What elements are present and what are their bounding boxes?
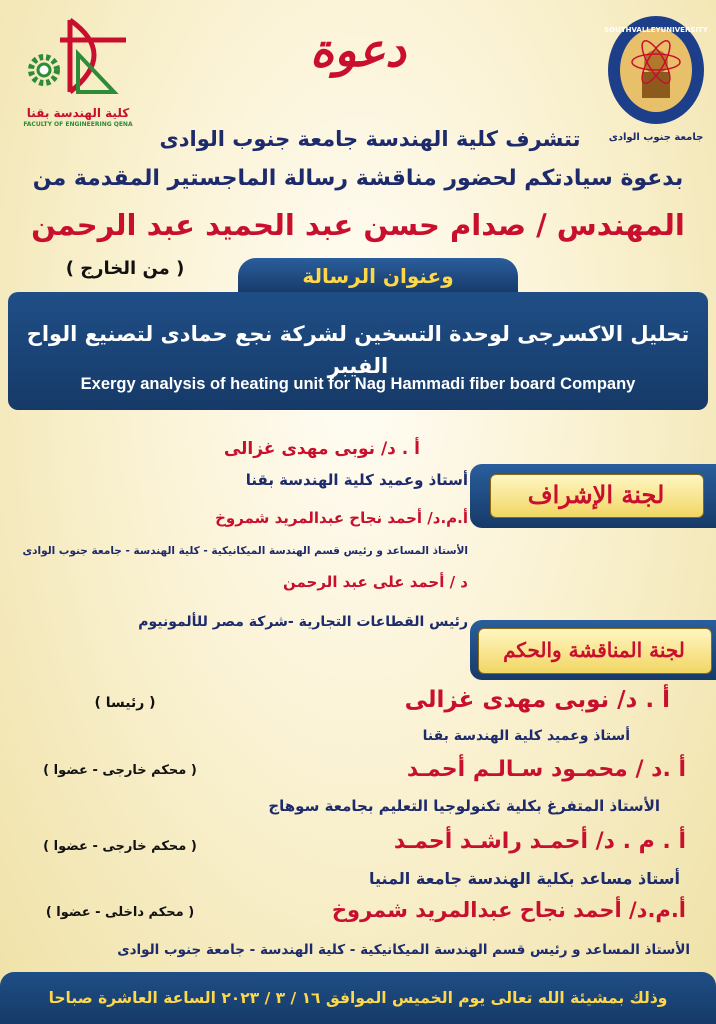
invitation-title: دعوة (310, 23, 406, 77)
committee-label: لجنة المناقشة والحكم (503, 638, 685, 662)
supervisor-1-title: أستاذ وعميد كلية الهندسة بقنا (245, 471, 468, 489)
supervisor-2-name: أ.م.د/ أحمد نجاح عبدالمريد شمروخ (215, 509, 468, 527)
university-seal (604, 14, 708, 144)
intro-line-1: تتشرف كلية الهندسة جامعة جنوب الوادى (159, 127, 581, 151)
committee-3-role: ( محكم خارجى - عضوا ) (43, 839, 197, 854)
university-seal-english: SOUTHVALLEYUNIVERSITY (604, 26, 708, 34)
faculty-logo (18, 14, 138, 129)
thesis-section-label: وعنوان الرسالة (302, 264, 454, 288)
footer-date-text: وذلك بمشيئة الله تعالى يوم الخميس الموافق ١٦ / ٣ / ٢٠٢٣ الساعة العاشرة صباحا (48, 989, 668, 1007)
university-seal-arabic: جامعة جنوب الوادى (608, 132, 704, 143)
committee-1-title: أستاذ وعميد كلية الهندسة بقنا (422, 728, 630, 744)
supervisor-3-name: د / أحمد على عبد الرحمن (282, 573, 468, 591)
committee-1-role: ( رئيسا ) (94, 695, 156, 711)
thesis-title-english: Exergy analysis of heating unit for Nag Hammadi fiber board Company (80, 375, 636, 393)
thesis-title-arabic: تحليل الاكسرجى لوحدة التسخين لشركة نجع حمادى لتصنيع الواح الفيبر (26, 322, 690, 378)
supervision-label: لجنة الإشراف (527, 480, 665, 509)
committee-2-name: أ .د / محمـود سـالـم أحمـد (406, 757, 686, 782)
supervisor-3-title: رئيس القطاعات التجارية -شركة مصر للألمونيوم (138, 614, 468, 630)
supervisor-2-title: الأستاذ المساعد و رئيس قسم الهندسة الميكانيكية - كلية الهندسة - جامعة جنوب الوادى (22, 545, 468, 557)
candidate-note: ( من الخارج ) (65, 258, 185, 279)
supervisor-1-name: أ . د/ نوبى مهدى غزالى (223, 439, 420, 459)
candidate-name: المهندس / صدام حسن عبد الحميد عبد الرحمن (31, 208, 685, 242)
intro-line-2: بدعوة سيادتكم لحضور مناقشة رسالة الماجستير المقدمة من (32, 166, 684, 191)
committee-2-role: ( محكم خارجى - عضوا ) (43, 763, 197, 778)
committee-3-title: أستاذ مساعد بكلية الهندسة جامعة المنيا (369, 869, 680, 888)
committee-2-title: الأستاذ المتفرغ بكلية تكنولوجيا التعليم بجامعة سوهاج (268, 797, 660, 815)
committee-4-role: ( محكم داخلى - عضوا ) (45, 905, 195, 920)
committee-4-name: أ.م.د/ أحمد نجاح عبدالمريد شمروخ (331, 898, 686, 922)
faculty-logo-english: FACULTY OF ENGINEERING QENA (23, 121, 133, 128)
committee-4-title: الأستاذ المساعد و رئيس قسم الهندسة الميكانيكية - كلية الهندسة - جامعة جنوب الوادى (117, 942, 690, 958)
faculty-logo-arabic: كلية الهندسة بقنا (26, 106, 130, 120)
committee-3-name: أ . م . د/ أحمـد راشـد أحمـد (393, 829, 686, 854)
committee-1-name: أ . د/ نوبى مهدى غزالى (404, 687, 670, 713)
faculty-emblem-icon (18, 14, 138, 102)
